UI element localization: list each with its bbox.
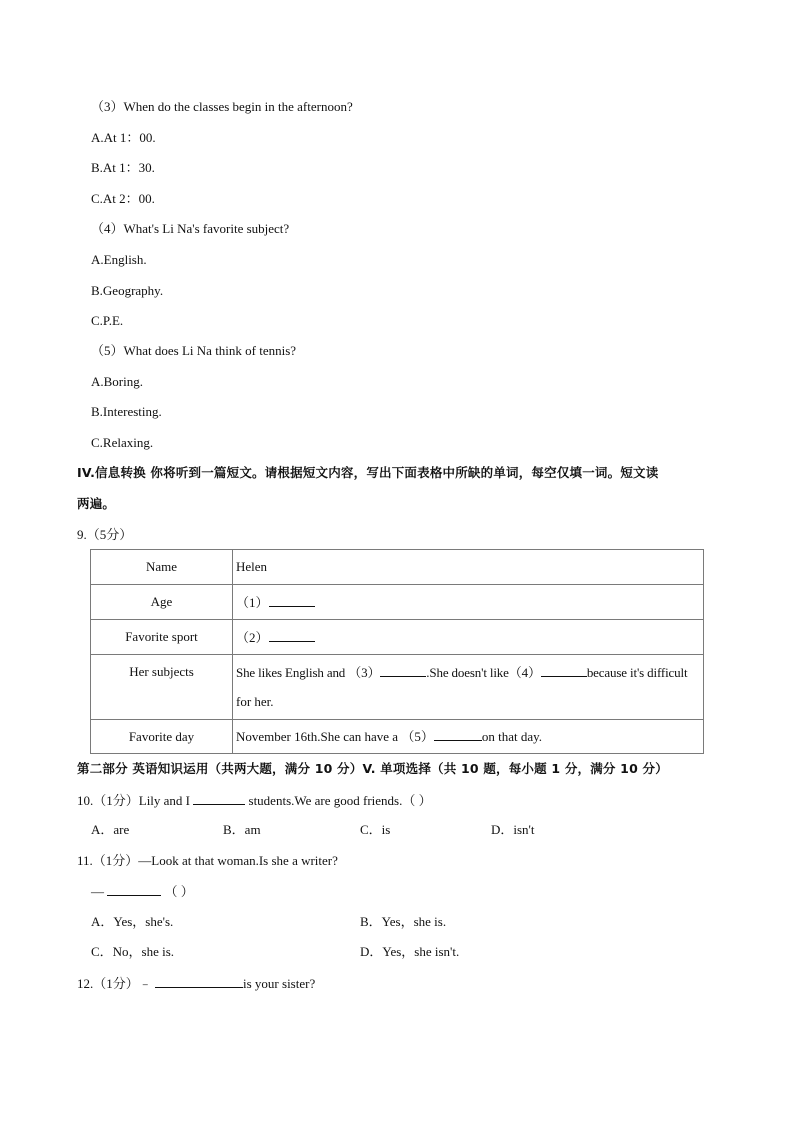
blank-4[interactable] — [541, 664, 587, 677]
q11-paren: （ ） — [164, 884, 194, 899]
section-4-instructions-line1: IV.信息转换 你将听到一篇短文。请根据短文内容，写出下面表格中所缺的单词，每空仅填一词。短文读 — [77, 465, 659, 480]
q3-option-a: A.At 1：00. — [91, 130, 156, 145]
part-2-header: 第二部分 英语知识运用（共两大题，满分 10 分）V. 单项选择（共 10 题，每小题 1 分，满分 10 分） — [77, 761, 668, 776]
question-5: （5）What does Li Na think of tennis? — [91, 343, 297, 358]
q10-option-b: B．am — [223, 822, 261, 837]
q11-option-c: C．No，she is. — [91, 944, 175, 959]
q10-option-d: D．isn't — [491, 822, 535, 837]
info-table — [90, 549, 704, 754]
day-text-1: November 16th.She can have a （5） — [236, 729, 434, 744]
table-value-day — [233, 720, 704, 754]
question-3: （3）When do the classes begin in the afternoon? — [91, 99, 353, 114]
q11-blank[interactable] — [107, 883, 161, 896]
blank-1[interactable] — [269, 594, 315, 607]
table-row — [91, 550, 704, 585]
q10-stem-a: 10.（1分）Lily and I — [77, 793, 191, 808]
q11-dash: — — [91, 884, 104, 899]
q3-option-c: C.At 2：00. — [91, 191, 155, 206]
table-key-age: Age — [91, 585, 233, 620]
question-11: 11.（1分）—Look at that woman.Is she a writer? — [77, 853, 338, 868]
question-12 — [77, 975, 315, 992]
q11-option-a: A．Yes，she's. — [91, 914, 174, 929]
question-9-label: 9.（5分） — [77, 527, 133, 542]
section-4-instructions-line2: 两遍。 — [77, 496, 116, 511]
q10-option-c: C．is — [360, 822, 391, 837]
q5-option-c: C.Relaxing. — [91, 435, 154, 450]
table-value-age — [233, 585, 704, 620]
table-row — [91, 720, 704, 754]
table-value-name: Helen — [233, 550, 704, 585]
subjects-text-3: because it's difficult — [586, 665, 688, 680]
table-key-name: Name — [91, 550, 233, 585]
q11-option-d: D．Yes，she isn't. — [360, 944, 460, 959]
q10-option-a: A．are — [91, 822, 130, 837]
table-key-day: Favorite day — [91, 720, 233, 754]
day-text-2: on that day. — [481, 729, 543, 744]
q10-stem-b: students.We are good friends.（ ） — [248, 793, 432, 808]
subjects-text-line2: for her. — [236, 694, 274, 709]
q11-reply — [91, 883, 194, 900]
blank-2[interactable] — [269, 629, 315, 642]
table-key-sport: Favorite sport — [91, 620, 233, 655]
blank-5[interactable] — [434, 728, 482, 741]
table-row — [91, 655, 704, 720]
blank-3[interactable] — [380, 664, 426, 677]
table-row — [91, 620, 704, 655]
q12-stem-b: is your sister? — [243, 976, 316, 991]
blank-2-label: （2） — [236, 629, 269, 645]
table-key-subjects: Her subjects — [91, 655, 233, 720]
q4-option-c: C.P.E. — [91, 313, 124, 328]
q4-option-a: A.English. — [91, 252, 147, 267]
table-value-sport — [233, 620, 704, 655]
q5-option-a: A.Boring. — [91, 374, 143, 389]
q11-option-b: B．Yes，she is. — [360, 914, 447, 929]
table-value-subjects — [233, 655, 704, 720]
q12-stem-a: 12.（1分）﹣ — [77, 976, 152, 991]
q12-blank[interactable] — [155, 975, 243, 988]
q3-option-b: B.At 1：30. — [91, 160, 155, 175]
subjects-text-1: She likes English and （3） — [236, 665, 381, 680]
question-4: （4）What's Li Na's favorite subject? — [91, 221, 290, 236]
subjects-text-2: .She doesn't like（4） — [426, 665, 541, 680]
q10-blank[interactable] — [193, 792, 245, 805]
question-10 — [77, 792, 432, 809]
q5-option-b: B.Interesting. — [91, 404, 162, 419]
q4-option-b: B.Geography. — [91, 283, 164, 298]
blank-1-label: （1） — [236, 594, 269, 610]
table-row — [91, 585, 704, 620]
